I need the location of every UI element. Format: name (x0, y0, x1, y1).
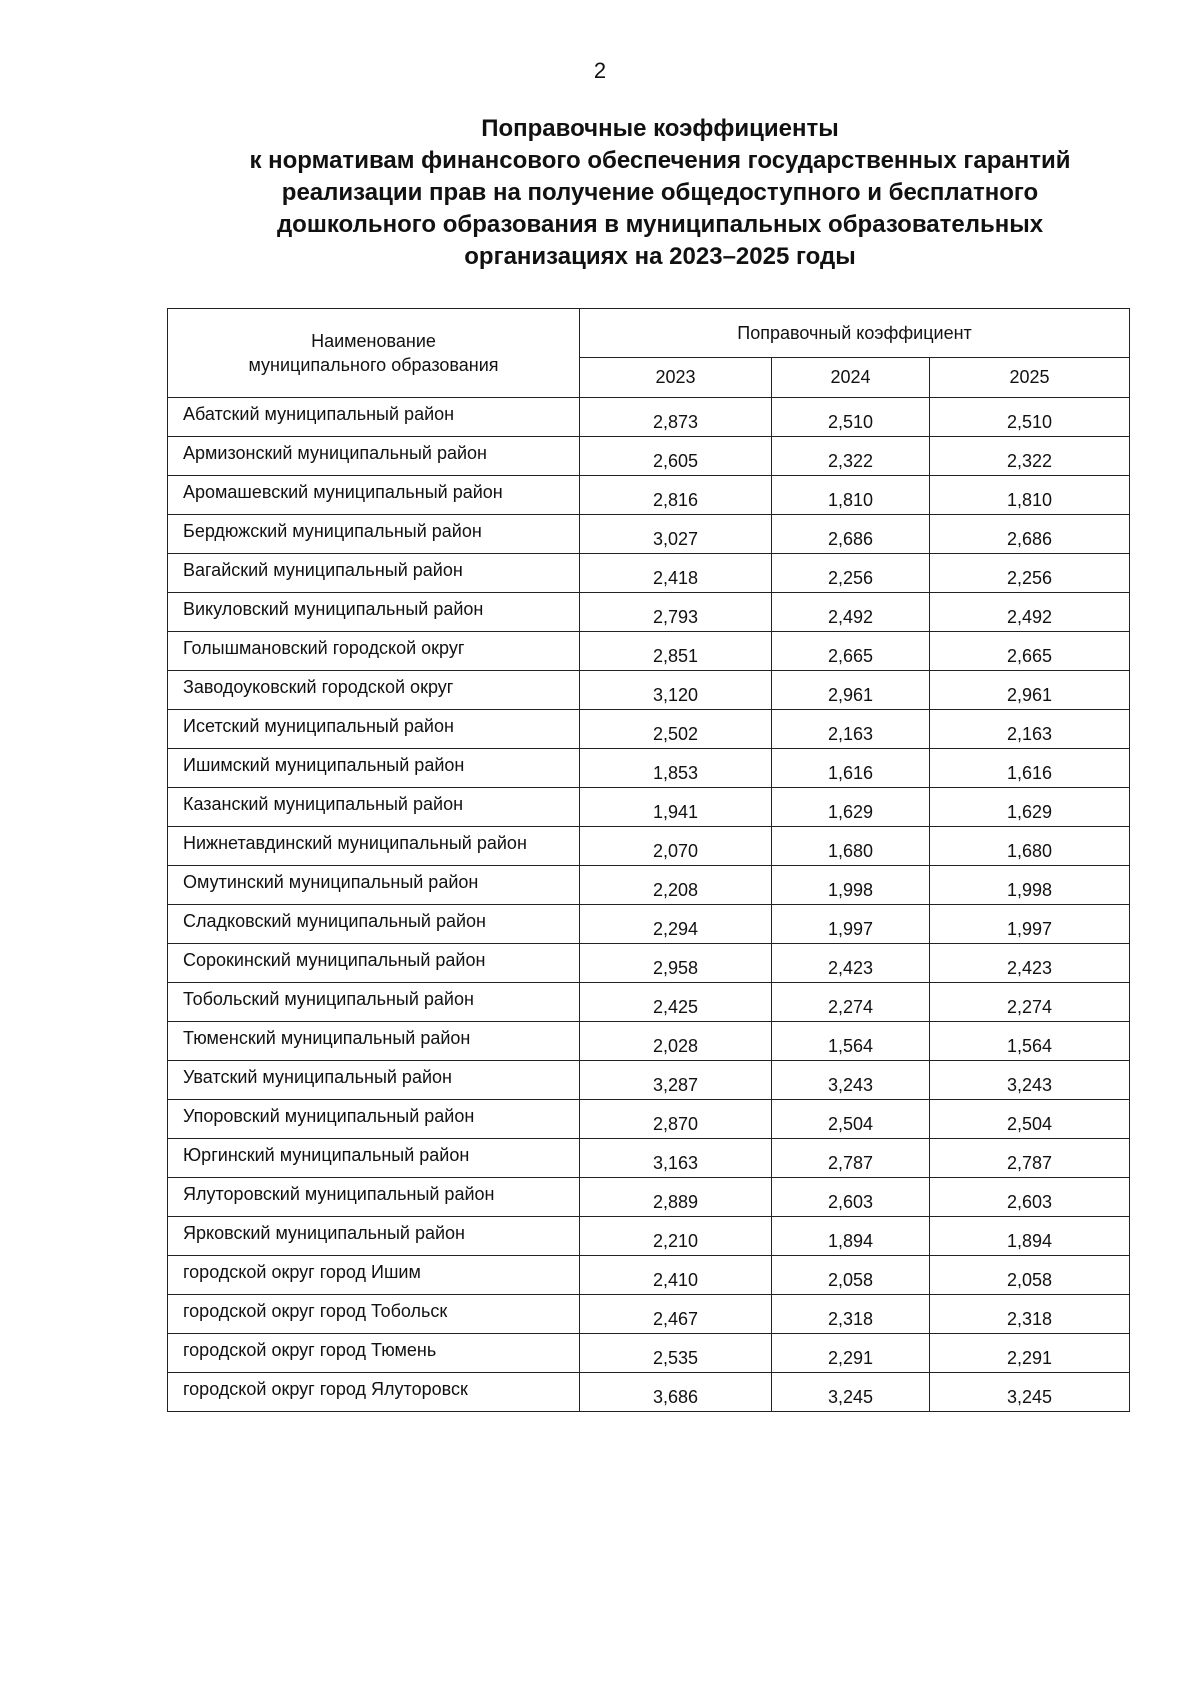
value-2023: 2,958 (580, 944, 772, 983)
municipality-name: Ярковский муниципальный район (168, 1217, 580, 1256)
table-body (168, 398, 1130, 1412)
value-2024: 1,810 (772, 476, 930, 515)
value-2025: 2,961 (930, 671, 1130, 710)
value-2023: 2,418 (580, 554, 772, 593)
table-row (168, 1061, 1130, 1100)
value-2024: 1,629 (772, 788, 930, 827)
value-2024: 2,961 (772, 671, 930, 710)
value-2025: 2,291 (930, 1334, 1130, 1373)
value-2025: 1,894 (930, 1217, 1130, 1256)
value-2025: 2,256 (930, 554, 1130, 593)
value-2025: 1,616 (930, 749, 1130, 788)
municipality-name: Юргинский муниципальный район (168, 1139, 580, 1178)
value-2024: 2,603 (772, 1178, 930, 1217)
table-row (168, 1295, 1130, 1334)
value-2023: 2,870 (580, 1100, 772, 1139)
municipality-name: Омутинский муниципальный район (168, 866, 580, 905)
value-2023: 2,816 (580, 476, 772, 515)
value-2023: 2,294 (580, 905, 772, 944)
value-2023: 2,208 (580, 866, 772, 905)
value-2025: 3,243 (930, 1061, 1130, 1100)
municipality-name: городской округ город Тобольск (168, 1295, 580, 1334)
value-2025: 2,322 (930, 437, 1130, 476)
value-2023: 3,027 (580, 515, 772, 554)
value-2023: 1,941 (580, 788, 772, 827)
table-header (168, 309, 1130, 398)
value-2024: 2,318 (772, 1295, 930, 1334)
value-2025: 2,492 (930, 593, 1130, 632)
value-2023: 3,163 (580, 1139, 772, 1178)
value-2023: 2,502 (580, 710, 772, 749)
municipality-name: Ялуторовский муниципальный район (168, 1178, 580, 1217)
header-coefficient-group: Поправочный коэффициент (580, 309, 1130, 358)
table-row (168, 1334, 1130, 1373)
table-row (168, 1256, 1130, 1295)
value-2023: 2,425 (580, 983, 772, 1022)
municipality-name: Сорокинский муниципальный район (168, 944, 580, 983)
municipality-name: городской округ город Тюмень (168, 1334, 580, 1373)
value-2023: 2,410 (580, 1256, 772, 1295)
table-row (168, 398, 1130, 437)
municipality-name: Аромашевский муниципальный район (168, 476, 580, 515)
title-line: дошкольного образования в муниципальных образовательных (276, 211, 1044, 238)
table-row (168, 1217, 1130, 1256)
value-2023: 2,535 (580, 1334, 772, 1373)
table-row (168, 1139, 1130, 1178)
table-row (168, 437, 1130, 476)
municipality-name: Ишимский муниципальный район (168, 749, 580, 788)
value-2023: 2,070 (580, 827, 772, 866)
table-row (168, 866, 1130, 905)
municipality-name: Тобольский муниципальный район (168, 983, 580, 1022)
value-2025: 2,665 (930, 632, 1130, 671)
value-2025: 2,318 (930, 1295, 1130, 1334)
table-row (168, 1373, 1130, 1412)
header-municipality-line2: муниципального образования (248, 355, 499, 375)
municipality-name: городской округ город Ишим (168, 1256, 580, 1295)
document-title (160, 113, 1160, 273)
header-year-2024: 2024 (772, 358, 930, 398)
value-2024: 2,423 (772, 944, 930, 983)
table-row (168, 788, 1130, 827)
value-2025: 2,504 (930, 1100, 1130, 1139)
value-2024: 2,686 (772, 515, 930, 554)
value-2025: 2,163 (930, 710, 1130, 749)
municipality-name: Бердюжский муниципальный район (168, 515, 580, 554)
value-2024: 2,163 (772, 710, 930, 749)
value-2025: 1,629 (930, 788, 1130, 827)
table-row (168, 983, 1130, 1022)
value-2025: 2,274 (930, 983, 1130, 1022)
value-2024: 2,665 (772, 632, 930, 671)
value-2025: 2,603 (930, 1178, 1130, 1217)
municipality-name: Вагайский муниципальный район (168, 554, 580, 593)
municipality-name: Нижнетавдинский муниципальный район (168, 827, 580, 866)
municipality-name: Уватский муниципальный район (168, 1061, 580, 1100)
value-2024: 2,058 (772, 1256, 930, 1295)
value-2024: 1,998 (772, 866, 930, 905)
value-2025: 2,510 (930, 398, 1130, 437)
table-row (168, 710, 1130, 749)
municipality-name: Упоровский муниципальный район (168, 1100, 580, 1139)
municipality-name: Абатский муниципальный район (168, 398, 580, 437)
value-2025: 1,680 (930, 827, 1130, 866)
coefficients-table (167, 308, 1130, 1412)
value-2024: 1,616 (772, 749, 930, 788)
value-2024: 2,787 (772, 1139, 930, 1178)
value-2025: 2,423 (930, 944, 1130, 983)
table-row (168, 749, 1130, 788)
municipality-name: Тюменский муниципальный район (168, 1022, 580, 1061)
table-row (168, 671, 1130, 710)
value-2025: 1,998 (930, 866, 1130, 905)
value-2024: 2,256 (772, 554, 930, 593)
value-2024: 2,274 (772, 983, 930, 1022)
value-2024: 3,243 (772, 1061, 930, 1100)
value-2023: 2,889 (580, 1178, 772, 1217)
table-row (168, 554, 1130, 593)
title-line: реализации прав на получение общедоступного и бесплатного (281, 179, 1039, 206)
value-2023: 2,793 (580, 593, 772, 632)
municipality-name: Заводоуковский городской округ (168, 671, 580, 710)
value-2025: 2,686 (930, 515, 1130, 554)
value-2024: 2,504 (772, 1100, 930, 1139)
table-row (168, 944, 1130, 983)
table-row (168, 476, 1130, 515)
value-2023: 2,210 (580, 1217, 772, 1256)
value-2024: 2,492 (772, 593, 930, 632)
page-number: 2 (593, 58, 607, 83)
value-2023: 3,287 (580, 1061, 772, 1100)
municipality-name: Сладковский муниципальный район (168, 905, 580, 944)
value-2024: 3,245 (772, 1373, 930, 1412)
title-line: организациях на 2023–2025 годы (464, 243, 856, 270)
value-2023: 3,686 (580, 1373, 772, 1412)
value-2025: 1,810 (930, 476, 1130, 515)
title-line: к нормативам финансового обеспечения государственных гарантий (249, 147, 1071, 174)
value-2023: 2,851 (580, 632, 772, 671)
value-2024: 2,291 (772, 1334, 930, 1373)
value-2024: 1,894 (772, 1217, 930, 1256)
value-2025: 2,787 (930, 1139, 1130, 1178)
table-row (168, 1100, 1130, 1139)
municipality-name: Викуловский муниципальный район (168, 593, 580, 632)
value-2025: 1,564 (930, 1022, 1130, 1061)
header-year-2025: 2025 (930, 358, 1130, 398)
header-year-2023: 2023 (580, 358, 772, 398)
table-row (168, 905, 1130, 944)
title-line: Поправочные коэффициенты (481, 115, 839, 142)
table-row (168, 1178, 1130, 1217)
table-row (168, 632, 1130, 671)
value-2023: 1,853 (580, 749, 772, 788)
table-row (168, 1022, 1130, 1061)
header-municipality (168, 309, 580, 398)
municipality-name: Исетский муниципальный район (168, 710, 580, 749)
value-2025: 3,245 (930, 1373, 1130, 1412)
value-2023: 2,873 (580, 398, 772, 437)
value-2024: 1,997 (772, 905, 930, 944)
table-row (168, 827, 1130, 866)
value-2023: 2,467 (580, 1295, 772, 1334)
value-2025: 2,058 (930, 1256, 1130, 1295)
value-2023: 2,605 (580, 437, 772, 476)
table-row (168, 515, 1130, 554)
value-2024: 1,564 (772, 1022, 930, 1061)
value-2023: 3,120 (580, 671, 772, 710)
table-row (168, 593, 1130, 632)
value-2024: 2,322 (772, 437, 930, 476)
value-2024: 2,510 (772, 398, 930, 437)
municipality-name: городской округ город Ялуторовск (168, 1373, 580, 1412)
municipality-name: Армизонский муниципальный район (168, 437, 580, 476)
header-municipality-line1: Наименование (311, 331, 436, 351)
municipality-name: Голышмановский городской округ (168, 632, 580, 671)
value-2023: 2,028 (580, 1022, 772, 1061)
municipality-name: Казанский муниципальный район (168, 788, 580, 827)
value-2025: 1,997 (930, 905, 1130, 944)
value-2024: 1,680 (772, 827, 930, 866)
